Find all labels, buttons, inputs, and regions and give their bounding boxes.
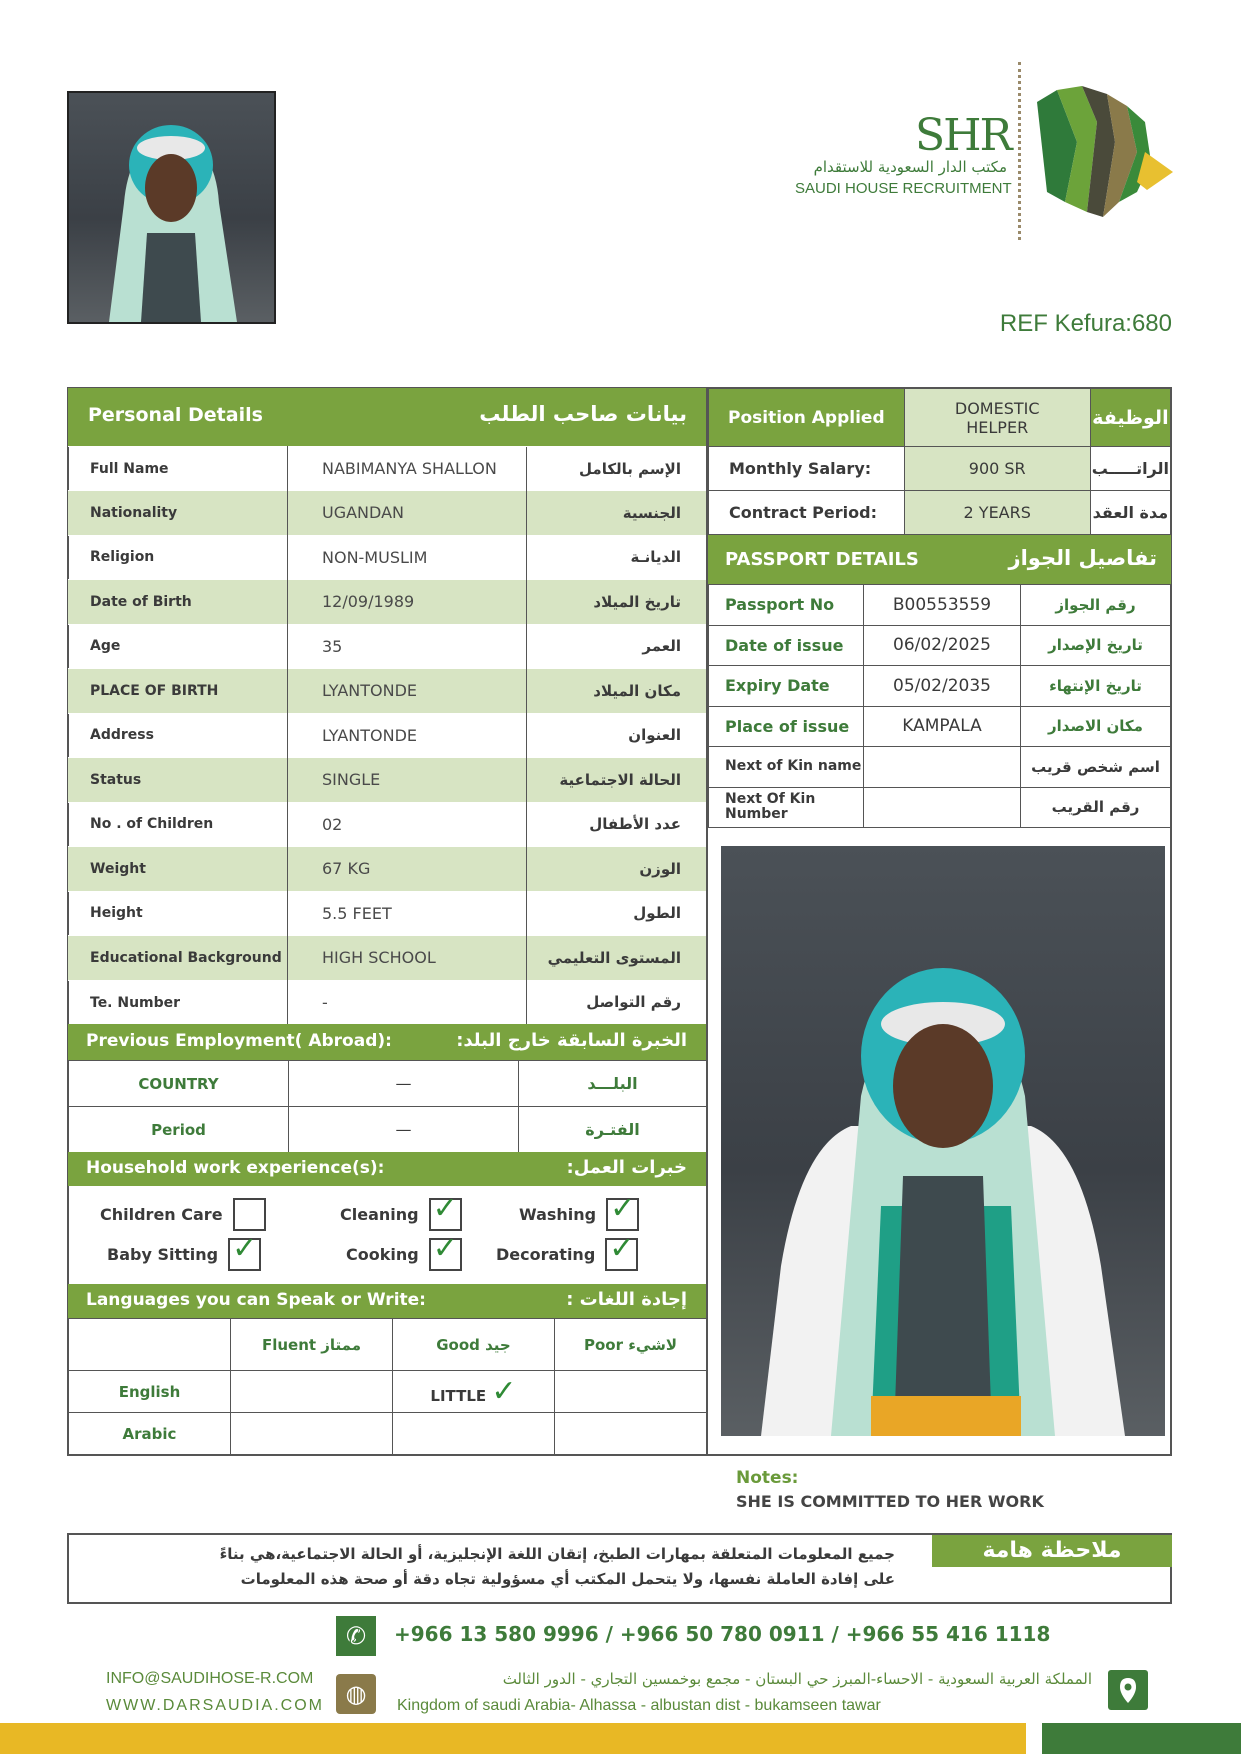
- personal-row: [68, 847, 707, 892]
- household-item-cleaning: [340, 1191, 462, 1231]
- arabic-good: [393, 1413, 555, 1455]
- passport-field-label-ar: تاريخ الإنتهاء: [1021, 666, 1171, 707]
- household-item-children-care: [100, 1198, 266, 1231]
- passport-field-label-ar: رقم القريب: [1021, 787, 1171, 828]
- personal-details-title-ar: بيانات صاحب الطلب: [479, 402, 687, 426]
- reference-number: REF Kefura:680: [999, 310, 1172, 337]
- personal-field-label-ar: الجنسية: [622, 503, 681, 522]
- person-silhouette-large: [721, 846, 1165, 1436]
- applicant-photo-large: [721, 846, 1165, 1436]
- footer-website[interactable]: WWW.DARSAUDIA.COM: [106, 1697, 324, 1714]
- notes-text: SHE IS COMMITTED TO HER WORK: [736, 1492, 1044, 1511]
- phone-icon: ✆: [336, 1616, 376, 1656]
- personal-row: [68, 802, 707, 847]
- logo-mark: SHR: [915, 110, 1011, 161]
- header-good: Good جيد: [393, 1319, 555, 1371]
- position-label: Position Applied: [709, 389, 905, 447]
- country-value: —: [289, 1061, 519, 1107]
- personal-field-value: 02: [288, 802, 527, 847]
- personal-field-value: 67 KG: [288, 847, 527, 892]
- personal-field-label-ar: الإسم بالكامل: [579, 459, 681, 478]
- personal-details-header: [68, 388, 707, 446]
- household-item-baby-sitting: [107, 1231, 261, 1271]
- footer-phones[interactable]: +966 13 580 9996 / +966 50 780 0911 / +966 55 416 1118: [394, 1622, 1051, 1646]
- applicant-photo-small: [67, 91, 276, 324]
- household-checkbox[interactable]: [429, 1191, 462, 1231]
- personal-field-value: 5.5 FEET: [288, 891, 527, 936]
- personal-field-label-ar: العنوان: [628, 726, 681, 745]
- logo-divider: [1018, 62, 1021, 240]
- passport-field-label-ar: تاريخ الإصدار: [1021, 625, 1171, 666]
- passport-row: [709, 585, 1171, 626]
- personal-field-value: NABIMANYA SHALLON: [288, 447, 527, 491]
- important-note-box: [67, 1533, 1172, 1604]
- personal-field-label: Weight: [68, 847, 288, 892]
- household-item-decorating: [496, 1231, 638, 1271]
- header-fluent: Fluent ممتاز: [231, 1319, 393, 1371]
- personal-field-label: Age: [68, 624, 288, 669]
- position-table: [708, 388, 1171, 535]
- logo-map-icon: [1027, 82, 1175, 222]
- passport-field-value: B00553559: [864, 585, 1021, 626]
- personal-row: [68, 936, 707, 981]
- check-icon: ✓: [432, 1231, 458, 1266]
- previous-employment-title-en: Previous Employment( Abroad):: [86, 1031, 392, 1051]
- household-item-label: Children Care: [100, 1205, 223, 1224]
- contract-value: 2 YEARS: [904, 491, 1090, 535]
- household-checklist: [68, 1186, 707, 1282]
- household-item-label: Decorating: [496, 1245, 596, 1264]
- personal-field-label-ar: الحالة الاجتماعية: [559, 770, 681, 789]
- passport-details-header: [708, 535, 1171, 584]
- passport-field-label: Expiry Date: [709, 666, 864, 707]
- passport-field-label-ar: مكان الاصدار: [1021, 706, 1171, 747]
- personal-details-title-en: Personal Details: [88, 404, 263, 426]
- previous-employment-title-ar: الخبرة السابقة خارج البلد:: [456, 1030, 687, 1051]
- check-icon: ✓: [491, 1374, 517, 1409]
- salary-label: Monthly Salary:: [709, 447, 905, 491]
- personal-row: [68, 669, 707, 714]
- passport-field-value: [864, 747, 1021, 788]
- household-title-en: Household work experience(s):: [86, 1158, 385, 1178]
- footer-email[interactable]: INFO@SAUDIHOSE-R.COM: [106, 1670, 314, 1687]
- arabic-poor: [555, 1413, 707, 1455]
- country-label: COUNTRY: [69, 1061, 289, 1107]
- period-value: —: [289, 1107, 519, 1153]
- personal-row: [68, 624, 707, 669]
- passport-row: [709, 706, 1171, 747]
- footer-yellow-band: [0, 1723, 1026, 1754]
- passport-field-label: Passport No: [709, 585, 864, 626]
- personal-row: [68, 580, 707, 625]
- passport-field-label: Next Of Kin Number: [709, 787, 864, 828]
- company-logo: [795, 62, 1175, 242]
- personal-field-label-ar: عدد الأطفال: [589, 815, 681, 834]
- personal-field-label: Status: [68, 758, 288, 803]
- personal-field-label: Height: [68, 891, 288, 936]
- passport-field-label-ar: رقم الجواز: [1021, 585, 1171, 626]
- personal-field-label-ar: المستوى التعليمي: [547, 948, 681, 967]
- language-english: English: [69, 1371, 231, 1413]
- personal-field-label-ar: الطول: [633, 904, 681, 923]
- passport-field-value: KAMPALA: [864, 706, 1021, 747]
- personal-field-label: PLACE OF BIRTH: [68, 669, 288, 714]
- period-label: Period: [69, 1107, 289, 1153]
- passport-row: [709, 666, 1171, 707]
- passport-field-label: Place of issue: [709, 706, 864, 747]
- important-note-line2: على إفادة العاملة نفسها، ولا يتحمل المكتب أي مسؤولية تجاه دقة أو صحة هذه المعلومات: [240, 1570, 895, 1588]
- footer-address-ar: المملكة العربية السعودية - الاحساء-المبرز حي البستان - مجمع بوخمسين التجاري - الدور الثالث: [502, 1670, 1092, 1688]
- personal-field-label: No . of Children: [68, 802, 288, 847]
- personal-field-label: Nationality: [68, 491, 288, 536]
- country-label-ar: البلـــد: [519, 1061, 707, 1107]
- passport-title-ar: تفاصيل الجواز: [1008, 546, 1157, 570]
- household-item-label: Washing: [519, 1205, 597, 1224]
- salary-value: 900 SR: [904, 447, 1090, 491]
- salary-label-ar: الراتـــــب: [1090, 447, 1170, 491]
- english-fluent: [231, 1371, 393, 1413]
- personal-field-label-ar: الوزن: [639, 859, 681, 878]
- personal-field-label-ar: العمر: [642, 637, 681, 656]
- household-checkbox[interactable]: [429, 1231, 462, 1271]
- position-label-ar: الوظيفة: [1090, 389, 1170, 447]
- personal-field-value: LYANTONDE: [288, 713, 527, 758]
- passport-field-value: [864, 787, 1021, 828]
- household-checkbox[interactable]: [605, 1231, 638, 1271]
- personal-field-value: SINGLE: [288, 758, 527, 803]
- personal-field-value: NON-MUSLIM: [288, 535, 527, 580]
- personal-row: [68, 491, 707, 536]
- passport-title-en: PASSPORT DETAILS: [725, 549, 919, 570]
- personal-field-label-ar: تاريخ الميلاد: [593, 592, 681, 611]
- important-note-title: ملاحظة هامة: [932, 1535, 1172, 1567]
- check-icon: ✓: [609, 1231, 635, 1266]
- household-checkbox[interactable]: [233, 1198, 266, 1231]
- personal-field-label: Te. Number: [68, 980, 288, 1025]
- personal-row: [68, 535, 707, 580]
- period-label-ar: الفتـرة: [519, 1107, 707, 1153]
- personal-field-label: Religion: [68, 535, 288, 580]
- passport-row: [709, 787, 1171, 828]
- languages-title-en: Languages you can Speak or Write:: [86, 1290, 426, 1310]
- personal-field-value: UGANDAN: [288, 491, 527, 536]
- household-experience-header: [68, 1152, 707, 1186]
- personal-row: [68, 891, 707, 936]
- household-checkbox[interactable]: [228, 1231, 261, 1271]
- passport-field-value: 06/02/2025: [864, 625, 1021, 666]
- personal-field-value: LYANTONDE: [288, 669, 527, 714]
- position-value: DOMESTIC HELPER: [904, 389, 1090, 447]
- arabic-fluent: [231, 1413, 393, 1455]
- languages-title-ar: إجادة اللغات :: [566, 1289, 687, 1310]
- personal-field-value: -: [288, 980, 527, 1025]
- footer-address-en: Kingdom of saudi Arabia- Alhassa - albustan dist - bukamseen tawar: [397, 1697, 881, 1714]
- passport-field-label: Next of Kin name: [709, 747, 864, 788]
- household-checkbox[interactable]: [606, 1191, 639, 1231]
- languages-corner-cell: [69, 1319, 231, 1371]
- passport-field-label: Date of issue: [709, 625, 864, 666]
- footer-green-band: [1042, 1723, 1241, 1754]
- personal-field-label-ar: الديانـة: [630, 548, 681, 567]
- languages-header: [68, 1284, 707, 1318]
- personal-row: [68, 758, 707, 803]
- language-arabic: Arabic: [69, 1413, 231, 1455]
- passport-table: [708, 584, 1171, 828]
- english-good-text: LITTLE: [430, 1387, 487, 1405]
- globe-icon: ◍: [336, 1674, 376, 1714]
- personal-field-value: HIGH SCHOOL: [288, 936, 527, 981]
- location-pin-icon: [1108, 1670, 1148, 1710]
- household-item-label: Cleaning: [340, 1205, 419, 1224]
- personal-field-label: Address: [68, 713, 288, 758]
- previous-employment-table: [68, 1060, 707, 1153]
- passport-field-label-ar: اسم شخص قريب: [1021, 747, 1171, 788]
- check-icon: ✓: [232, 1231, 258, 1266]
- languages-table: [68, 1318, 707, 1455]
- header-poor: Poor لاشيء: [555, 1319, 707, 1371]
- contract-label: Contract Period:: [709, 491, 905, 535]
- passport-field-value: 05/02/2035: [864, 666, 1021, 707]
- english-good: [393, 1371, 555, 1413]
- personal-row: [68, 713, 707, 758]
- logo-english-name: SAUDI HOUSE RECRUITMENT: [795, 180, 1012, 197]
- check-icon: ✓: [432, 1191, 458, 1226]
- household-item-cooking: [346, 1231, 462, 1271]
- previous-employment-header: [68, 1024, 707, 1060]
- personal-row: [68, 980, 707, 1025]
- english-poor: [555, 1371, 707, 1413]
- notes-label: Notes:: [736, 1468, 799, 1488]
- important-note-line1: جميع المعلومات المتعلقة بمهارات الطبخ، إتقان اللغة الإنجليزية، أو الحالة الاجتماعية،هي بناءً: [219, 1545, 895, 1563]
- household-item-washing: [519, 1191, 639, 1231]
- household-title-ar: خبرات العمل:: [566, 1157, 687, 1178]
- personal-field-label: Full Name: [68, 447, 288, 491]
- personal-field-value: 35: [288, 624, 527, 669]
- passport-row: [709, 747, 1171, 788]
- household-item-label: Baby Sitting: [107, 1245, 219, 1264]
- person-silhouette: [69, 93, 274, 322]
- household-item-label: Cooking: [346, 1245, 419, 1264]
- personal-row: [68, 447, 707, 491]
- personal-field-label-ar: مكان الميلاد: [593, 681, 681, 700]
- personal-field-label: Date of Birth: [68, 580, 288, 625]
- personal-field-label: Educational Background: [68, 936, 288, 981]
- passport-row: [709, 625, 1171, 666]
- personal-field-value: 12/09/1989: [288, 580, 527, 625]
- check-icon: ✓: [610, 1191, 636, 1226]
- logo-arabic-name: مكتب الدار السعودية للاستقدام: [813, 158, 1007, 176]
- contract-label-ar: مدة العقد: [1090, 491, 1170, 535]
- personal-details-table: [68, 446, 707, 1025]
- personal-field-label-ar: رقم التواصل: [586, 993, 681, 1012]
